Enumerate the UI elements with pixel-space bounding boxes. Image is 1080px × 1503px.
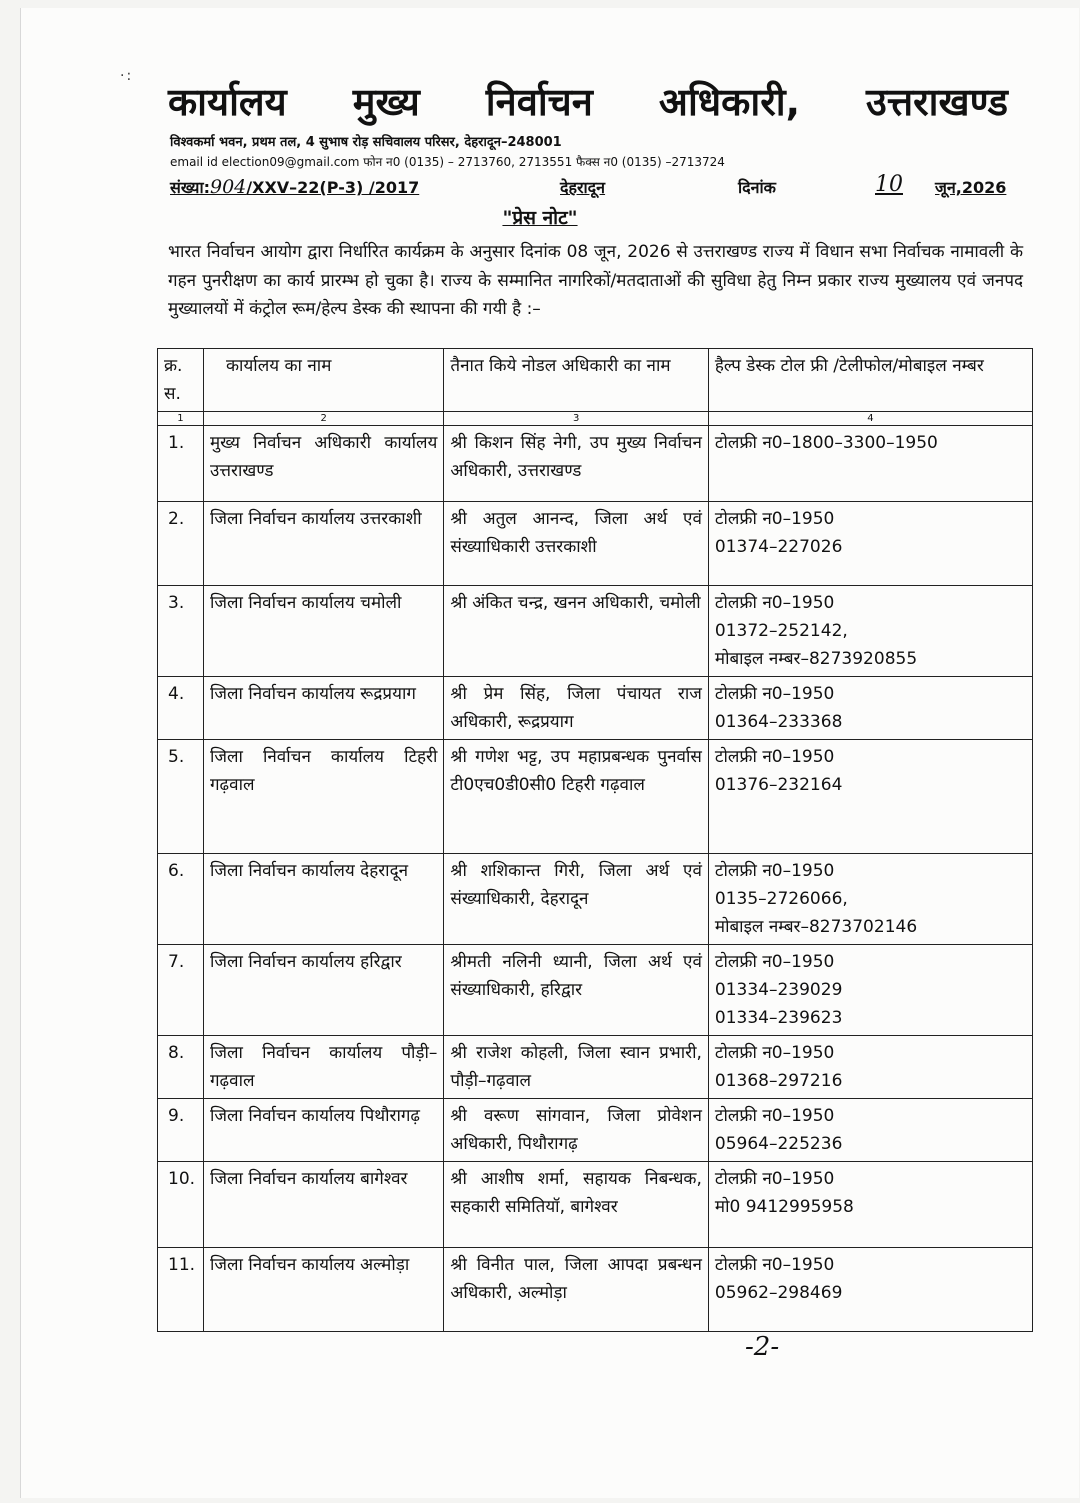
header-serial: क्र. स. — [158, 349, 204, 412]
handwritten-number: 904 — [210, 176, 247, 198]
contact-cell — [708, 1248, 1032, 1332]
contact-line: टोलफ्री न0–1800–3300–1950 — [714, 433, 938, 453]
column-number: 2 — [203, 412, 443, 426]
table-row — [158, 677, 1033, 740]
intro-paragraph: भारत निर्वाचन आयोग द्वारा निर्धारित कार्यक्रम के अनुसार दिनांक 08 जून, 2026 से उत्तराखण्ड राज्य में विधान सभा निर्वाचक नामावली के गहन पुनरीक्षण का कार्य प्रारम्भ हो चुका है। राज्य के सम्मानित नागरिकों/मतदाताओं की सुविधा हेतु निम्न प्रकार राज्य मुख्यालय एवं जनपद मुख्यालयों में कंट्रोल रूम/हेल्प डेस्क की स्थापना की गयी है :– — [168, 242, 1023, 319]
contact-line: 01376–232164 — [714, 775, 843, 795]
table-row — [158, 1099, 1033, 1162]
contact-line: मोबाइल नम्बर–8273702146 — [714, 917, 918, 937]
officer-cell: श्री अतुल आनन्द, जिला अर्थ एवं संख्याधिकारी उत्तरकाशी — [444, 502, 708, 586]
officer-cell: श्रीमती नलिनी ध्यानी, जिला अर्थ एवं संख्याधिकारी, हरिद्वार — [444, 945, 708, 1036]
contact-cell — [708, 740, 1032, 854]
officer-cell: श्री वरूण सांगवान, जिला प्रोवेशन अधिकारी, पिथौरागढ़ — [444, 1099, 708, 1162]
contact-line: टोलफ्री न0–1950 — [714, 1255, 835, 1275]
contact-line: टोलफ्री न0–1950 — [714, 861, 835, 881]
contact-cell — [708, 426, 1032, 502]
table-row — [158, 502, 1033, 586]
office-cell: जिला निर्वाचन कार्यालय चमोली — [203, 586, 443, 677]
margin-marks: ·: — [120, 68, 134, 84]
office-address: विश्वकर्मा भवन, प्रथम तल, 4 सुभाष रोड़ सचिवालय परिसर, देहरादून–248001 — [170, 135, 562, 150]
column-number: 4 — [708, 412, 1032, 426]
table-row — [158, 1248, 1033, 1332]
office-cell: जिला निर्वाचन कार्यालय देहरादून — [203, 854, 443, 945]
date-label: दिनांक — [738, 178, 776, 197]
contact-line: टोलफ्री न0–1950 — [714, 684, 835, 704]
contact-line: 01372–252142, — [714, 621, 848, 641]
serial-cell: 5. — [158, 740, 204, 854]
contact-cell — [708, 502, 1032, 586]
table-row — [158, 426, 1033, 502]
press-note-heading: "प्रेस नोट" — [502, 207, 578, 229]
contact-line: 01334–239029 — [714, 980, 843, 1000]
contact-line: टोलफ्री न0–1950 — [714, 593, 835, 613]
officer-cell: श्री राजेश कोहली, जिला स्वान प्रभारी, पौड़ी–गढ़वाल — [444, 1036, 708, 1099]
header-officer: तैनात किये नोडल अधिकारी का नाम — [444, 349, 708, 412]
date-month-year: जून,2026 — [935, 178, 1007, 197]
serial-cell: 1. — [158, 426, 204, 502]
header-contact: हैल्प डेस्क टोल फ्री /टेलीफोल/मोबाइल नम्बर — [708, 349, 1032, 412]
contact-line: टोलफ्री न0–1950 — [714, 1106, 835, 1126]
table-row — [158, 945, 1033, 1036]
table-row — [158, 586, 1033, 677]
contact-line: टोलफ्री न0–1950 — [714, 509, 835, 529]
officer-cell: श्री शशिकान्त गिरी, जिला अर्थ एवं संख्याधिकारी, देहरादून — [444, 854, 708, 945]
serial-cell: 11. — [158, 1248, 204, 1332]
table-row — [158, 1036, 1033, 1099]
serial-cell: 10. — [158, 1162, 204, 1248]
contact-line: 0135–2726066, — [714, 889, 848, 909]
contact-line: मो0 9412995958 — [714, 1197, 854, 1217]
contact-line: टोलफ्री न0–1950 — [714, 952, 835, 972]
contact-cell — [708, 586, 1032, 677]
office-cell: मुख्य निर्वाचन अधिकारी कार्यालय उत्तराखण्ड — [203, 426, 443, 502]
column-number: 3 — [444, 412, 708, 426]
officer-cell: श्री गणेश भट्ट, उप महाप्रबन्धक पुनर्वास टी0एच0डी0सी0 टिहरी गढ़वाल — [444, 740, 708, 854]
serial-cell: 3. — [158, 586, 204, 677]
contact-line: 01374–227026 — [714, 537, 843, 557]
contact-cell — [708, 677, 1032, 740]
serial-cell: 9. — [158, 1099, 204, 1162]
contact-cell — [708, 1162, 1032, 1248]
office-cell: जिला निर्वाचन कार्यालय बागेश्वर — [203, 1162, 443, 1248]
contact-cell — [708, 1099, 1032, 1162]
office-cell: जिला निर्वाचन कार्यालय उत्तरकाशी — [203, 502, 443, 586]
contact-cell — [708, 945, 1032, 1036]
contact-line: 05964–225236 — [714, 1134, 843, 1154]
contact-line: 05962–298469 — [714, 1283, 843, 1303]
office-contact: email id election09@gmail.com फोन न0 (0135) – 2713760, 2713551 फैक्स न0 (0135) –2713724 — [170, 155, 725, 169]
officer-cell: श्री किशन सिंह नेगी, उप मुख्य निर्वाचन अधिकारी, उत्तराखण्ड — [444, 426, 708, 502]
reference-city: देहरादून — [560, 178, 606, 197]
office-cell: जिला निर्वाचन कार्यालय टिहरी गढ़वाल — [203, 740, 443, 854]
contact-cell — [708, 854, 1032, 945]
contact-line: टोलफ्री न0–1950 — [714, 1169, 835, 1189]
officer-cell: श्री आशीष शर्मा, सहायक निबन्धक, सहकारी समितियॉ, बागेश्वर — [444, 1162, 708, 1248]
serial-cell: 4. — [158, 677, 204, 740]
serial-cell: 8. — [158, 1036, 204, 1099]
serial-cell: 7. — [158, 945, 204, 1036]
table-row — [158, 1162, 1033, 1248]
serial-cell: 2. — [158, 502, 204, 586]
office-cell: जिला निर्वाचन कार्यालय पिथौरागढ़ — [203, 1099, 443, 1162]
contact-cell — [708, 1036, 1032, 1099]
serial-cell: 6. — [158, 854, 204, 945]
officer-cell: श्री प्रेम सिंह, जिला पंचायत राज अधिकारी, रूद्रप्रयाग — [444, 677, 708, 740]
handwritten-day: 10 — [875, 172, 903, 197]
office-cell: जिला निर्वाचन कार्यालय हरिद्वार — [203, 945, 443, 1036]
contact-line: 01368–297216 — [714, 1071, 843, 1091]
contact-line: टोलफ्री न0–1950 — [714, 1043, 835, 1063]
office-cell: जिला निर्वाचन कार्यालय रूद्रप्रयाग — [203, 677, 443, 740]
column-number-row — [158, 412, 1033, 426]
column-number: 1 — [158, 412, 204, 426]
office-title: कार्यालय मुख्य निर्वाचन अधिकारी, उत्तराखण्ड — [168, 80, 1008, 124]
officer-cell: श्री अंकित चन्द्र, खनन अधिकारी, चमोली — [444, 586, 708, 677]
office-cell: जिला निर्वाचन कार्यालय पौड़ी–गढ़वाल — [203, 1036, 443, 1099]
helpdesk-table — [157, 348, 1033, 1332]
table-header-row — [158, 349, 1033, 412]
reference-line — [170, 172, 1023, 202]
reference-number: संख्या:904/XXV–22(P-3) /2017 — [170, 176, 420, 198]
contact-line: मोबाइल नम्बर–8273920855 — [714, 649, 918, 669]
contact-line: 01334–239623 — [714, 1008, 843, 1028]
office-cell: जिला निर्वाचन कार्यालय अल्मोड़ा — [203, 1248, 443, 1332]
officer-cell: श्री विनीत पाल, जिला आपदा प्रबन्धन अधिकारी, अल्मोड़ा — [444, 1248, 708, 1332]
contact-line: 01364–233368 — [714, 712, 843, 732]
table-row — [158, 740, 1033, 854]
table-row — [158, 854, 1033, 945]
page-number: -2- — [745, 1332, 780, 1362]
contact-line: टोलफ्री न0–1950 — [714, 747, 835, 767]
header-office: कार्यालय का नाम — [203, 349, 443, 412]
